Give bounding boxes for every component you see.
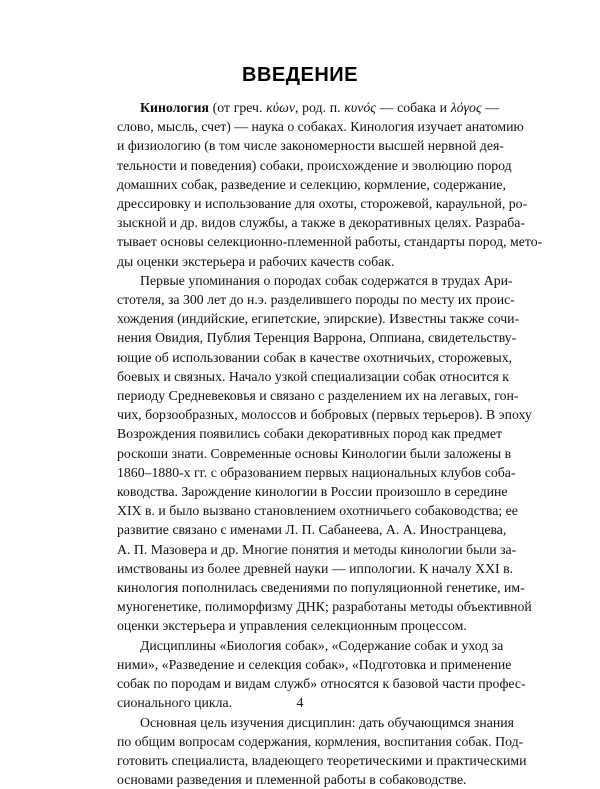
text-line: по общим вопросам содержания, кормления, воспитания собак. Под- (117, 732, 499, 751)
text-line: чих, борзообразных, молоссов и бобровых (первых терьеров). В эпоху (117, 405, 499, 424)
text-line: 1860–1880-х гг. с образованием первых национальных клубов соба- (117, 463, 499, 482)
text-line: имствованы из более древней науки — иппологии. К началу XXI в. (117, 559, 499, 578)
intro-line (117, 98, 499, 117)
text-line: дрессировку и использование для охоты, сторожевой, караульной, ро- (117, 194, 499, 213)
text-line: развитие связано с именами Л. П. Сабанеева, А. А. Иностранцева, (117, 520, 499, 539)
text-line: муногенетике, полиморфизму ДНК; разработаны методы объективной (117, 597, 499, 616)
text-line: слово, мысль, счет) — наука о собаках. Кинология изучает анатомию (117, 117, 499, 136)
greek-word-kynos: κυνός (344, 100, 376, 115)
text-line: Первые упоминания о породах собак содержатся в трудах Ари- (117, 271, 499, 290)
text-line: собак по породам и видам служб» относятся к базовой части профес- (117, 674, 499, 693)
text-line: XIX в. и было вызвано становлением охотничьего собаководства; ее (117, 501, 499, 520)
text-line: оценки экстерьера и управления селекционным процессом. (117, 616, 499, 635)
text-line: и физиологию (в том числе закономерности высшей нервной дея- (117, 136, 499, 155)
text-line: тывает основы селекционно-племенной работы, стандарты пород, мето- (117, 232, 499, 251)
body-text (117, 98, 499, 789)
text-line: зыскной и др. видов службы, а также в декоративных целях. Разраба- (117, 213, 499, 232)
text-line: периоду Средневековья и связано с разделением их на легавых, гон- (117, 386, 499, 405)
intro-text-1: (от греч. (209, 100, 266, 115)
text-line: нения Овидия, Публия Теренция Варрона, Оппиана, свидетельству- (117, 328, 499, 347)
paragraph-4 (117, 713, 499, 789)
text-line: хождения (индийские, египетские, эпирские). Известны также сочи- (117, 309, 499, 328)
text-line: стотеля, за 300 лет до н.э. разделившего породы по месту их проис- (117, 290, 499, 309)
paragraph-2 (117, 271, 499, 636)
text-line: ководства. Зарождение кинологии в России произошло в середине (117, 482, 499, 501)
page-heading: ВВЕДЕНИЕ (0, 64, 600, 87)
text-line: боевых и связных. Начало узкой специализации собак относится к (117, 367, 499, 386)
intro-text-3: — собака и (376, 100, 451, 115)
text-line: ющие об использовании собак в качестве охотничьих, сторожевых, (117, 348, 499, 367)
intro-text-2: , род. п. (295, 100, 344, 115)
greek-word-logos: λόγος (451, 100, 482, 115)
text-line: тельности и поведения) собаки, происхождение и эволюцию пород (117, 156, 499, 175)
page-number: 4 (0, 695, 600, 711)
text-line: Основная цель изучения дисциплин: дать обучающимся знания (117, 713, 499, 732)
text-line: ды оценки экстерьера и рабочих качеств собак. (117, 252, 499, 271)
greek-word-kyon: κύων (266, 100, 295, 115)
text-line: домашних собак, разведение и селекцию, кормление, содержание, (117, 175, 499, 194)
text-line: Возрождения появились собаки декоративных пород как предмет (117, 424, 499, 443)
text-line: кинология пополнилась сведениями по популяционной генетике, им- (117, 578, 499, 597)
text-line: роскоши знати. Современные основы Кинологии были заложены в (117, 444, 499, 463)
text-line: основами разведения и племенной работы в собаководстве. (117, 770, 499, 789)
paragraph-1 (117, 98, 499, 271)
intro-text-4: — (482, 100, 500, 115)
text-line: готовить специалиста, владеющего теоретическими и практическими (117, 751, 499, 770)
text-line: ними», «Разведение и селекция собак», «Подготовка и применение (117, 655, 499, 674)
text-line: А. П. Мазовера и др. Многие понятия и методы кинологии были за- (117, 540, 499, 559)
text-line: сионального цикла. (117, 693, 499, 712)
term-kinologiya: Кинология (140, 100, 209, 115)
text-line: Дисциплины «Биология собак», «Содержание собак и уход за (117, 636, 499, 655)
